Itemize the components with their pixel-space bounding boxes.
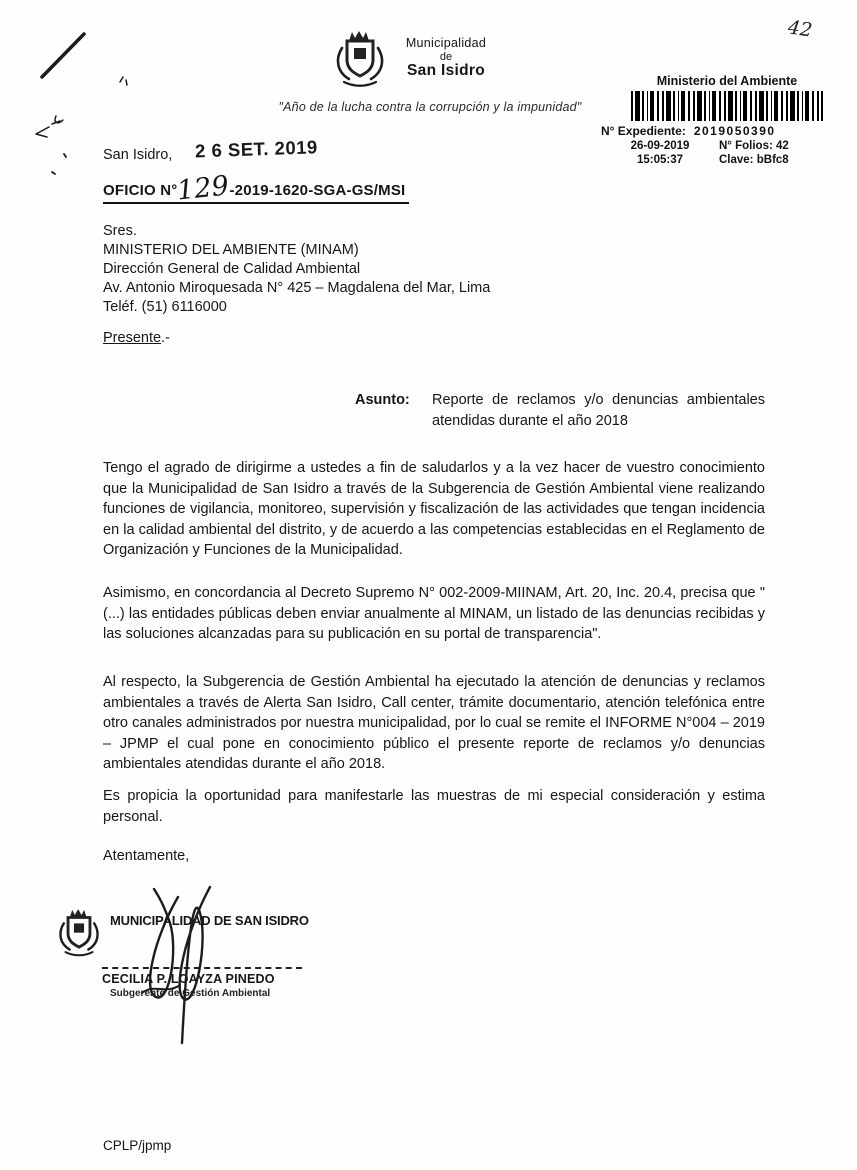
municipality-crest-icon xyxy=(328,24,392,90)
stamp-crest-icon xyxy=(52,903,106,959)
signature-stamp-org: MUNICIPALIDAD DE SAN ISIDRO xyxy=(110,913,309,928)
signature-block xyxy=(50,895,330,1055)
presente-line xyxy=(103,330,170,346)
recipient-name: MINISTERIO DEL AMBIENTE (MINAM) xyxy=(103,242,359,258)
stamp-time: 15:05:37 xyxy=(636,154,684,166)
signer-name: CECILIA P. LOAYZA PINEDO xyxy=(102,972,275,986)
place-name: San Isidro, xyxy=(103,147,173,163)
subject-label: Asunto: xyxy=(355,392,410,408)
recipient-salutation: Sres. xyxy=(103,223,137,239)
recipient-address: Av. Antonio Miroquesada N° 425 – Magdalena del Mar, Lima xyxy=(103,280,491,296)
closing-line: Atentamente, xyxy=(103,848,190,864)
recipient-block xyxy=(103,222,490,317)
paragraph-4: Es propicia la oportunidad para manifestarle las muestras de mi especial consideración y estima personal. xyxy=(103,788,765,825)
stamp-expediente xyxy=(601,124,853,138)
org-line-3: San Isidro xyxy=(407,62,485,79)
date-stamp: 2 6 SET. 2019 xyxy=(194,136,319,162)
reception-stamp xyxy=(601,74,853,166)
drafting-initials: CPLP/jpmp xyxy=(103,1138,172,1153)
expediente-label: N° Expediente: xyxy=(601,124,686,138)
org-line-1: Municipalidad xyxy=(405,36,487,50)
subject-block xyxy=(355,390,767,432)
org-line-2: de xyxy=(439,51,453,63)
barcode xyxy=(631,91,823,121)
stamp-row-2 xyxy=(601,154,853,166)
subject-text: Reporte de reclamos y/o denuncias ambientales atendidas durante el año 2018 xyxy=(432,392,765,429)
stamp-row-1 xyxy=(601,140,853,152)
signer-title: Subgerente de Gestión Ambiental xyxy=(110,988,271,999)
folios-label: N° Folios: xyxy=(719,140,773,152)
paragraph-2: Asimismo, en concordancia al Decreto Supremo N° 002-2009-MIINAM, Art. 20, Inc. 20.4, precisa que "(...) las entidades públicas deben enviar anualmente al MINAM, un listado de las denuncias recibidas y las soluciones alcanzadas para su publicación en su portal de transparencia". xyxy=(103,585,765,642)
handwritten-signature xyxy=(108,883,278,1053)
presente-suffix: .- xyxy=(161,330,170,346)
oficio-number-handwritten: 129 xyxy=(175,170,232,207)
handwritten-folio-number: 42 xyxy=(786,16,814,42)
recipient-office: Dirección General de Calidad Ambiental xyxy=(103,261,361,277)
paragraph-1: Tengo el agrado de dirigirme a ustedes a fin de saludarlos y a la vez hacer de vuestro conocimiento que la Municipalidad de San Isidro a través de la Subgerencia de Gestión Ambiental viene realizando funciones de vigilancia, monitoreo, supervisión y fiscalización de las actividades que tengan incidencia en la calidad ambiental del distrito, y de acuerdo a las competencias establecidas en el Reglamento de Organización y Funciones de la Municipalidad. xyxy=(103,460,765,558)
expediente-value: 2019050390 xyxy=(693,124,776,138)
stamp-date: 26-09-2019 xyxy=(630,140,690,152)
paragraph-3: Al respecto, la Subgerencia de Gestión Ambiental ha ejecutado la atención de denuncias y reclamos ambientales a través de Alerta San Isidro, Call center, trámite documentario, atención telefónica entre otro canales administrados por nuestra municipalidad, por lo cual se remite el INFORME N°004 – 2019 – JPMP el cual pone en conocimiento público el presente reporte de reclamos y/o denuncias ambientales atendidas durante el año 2018. xyxy=(103,674,765,772)
clave-value: bBfc8 xyxy=(756,154,789,166)
oficio-prefix: OFICIO N° xyxy=(103,182,178,199)
year-motto: "Año de la lucha contra la corrupción y la impunidad" xyxy=(278,100,582,114)
stamp-ministry-name: Ministerio del Ambiente xyxy=(656,74,798,88)
municipality-name xyxy=(398,36,494,78)
recipient-phone: Teléf. (51) 6116000 xyxy=(103,299,227,315)
oficio-suffix: -2019-1620-SGA-GS/MSI xyxy=(229,182,406,199)
place-line xyxy=(103,136,319,163)
presente-word: Presente xyxy=(103,330,162,346)
oficio-reference xyxy=(103,170,409,207)
clave-label: Clave: xyxy=(719,154,754,166)
folios-value: 42 xyxy=(776,140,789,152)
